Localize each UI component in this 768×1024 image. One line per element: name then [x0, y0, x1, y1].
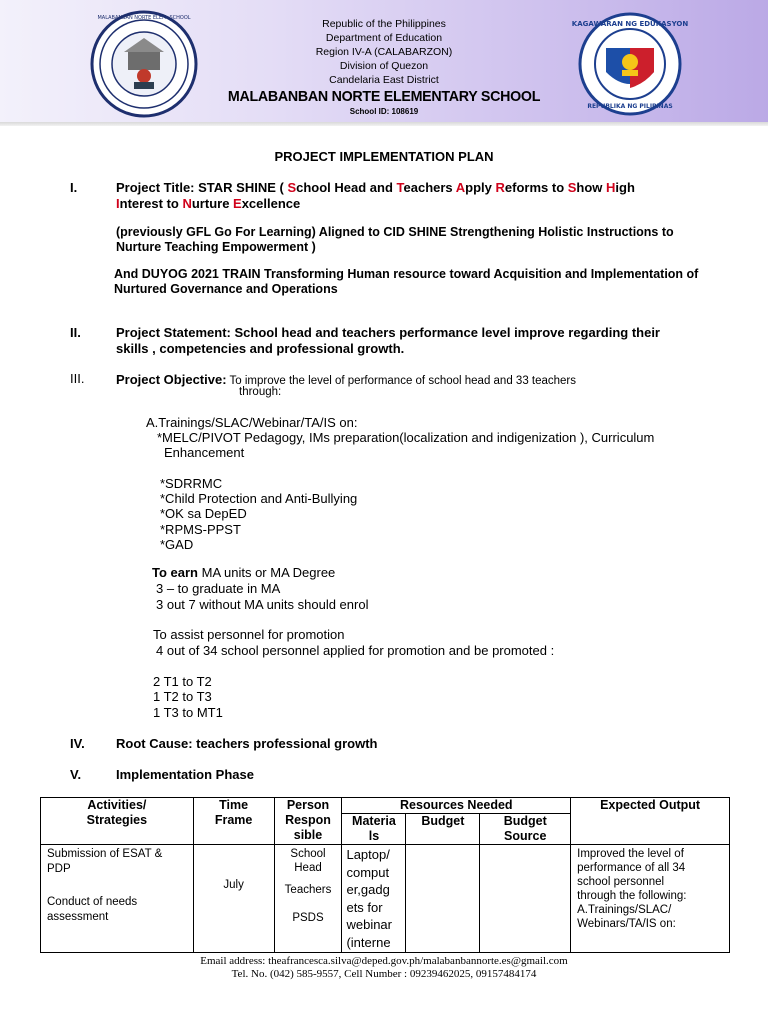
title-fragment: pply — [465, 180, 496, 195]
cell-line: PDP — [47, 863, 71, 875]
cell-expected-output — [571, 845, 730, 953]
header-expected-output: Expected Output — [571, 798, 730, 845]
cell-person — [274, 845, 342, 953]
title-fragment: eforms to — [504, 180, 568, 195]
cell-line: Submission of ESAT & — [47, 848, 163, 860]
seal-left-text: MALABANBAN NORTE ELEM. SCHOOL — [97, 15, 191, 21]
training-item: *OK sa DepED — [160, 506, 247, 521]
header-text: Time — [219, 798, 249, 812]
title-fragment: chool Head and — [296, 180, 397, 195]
project-title-note-line-2: Nurture Teaching Empowerment ) — [116, 240, 316, 254]
objective-label: Project Objective: — [116, 372, 227, 387]
section-1-number: I. — [70, 180, 78, 195]
earn-text: MA units or MA Degree — [198, 565, 336, 580]
earn-item: 3 – to graduate in MA — [156, 581, 281, 596]
header-text: sible — [293, 828, 323, 842]
title-fragment: urture — [191, 196, 234, 211]
cell-line: through the following: — [577, 890, 687, 902]
objective-text: To improve the level of performance of school head and 33 teachers — [226, 375, 577, 387]
title-fragment: nterest to — [119, 196, 183, 211]
header-time-frame — [193, 798, 274, 845]
project-statement-line-1: Project Statement: School head and teachers performance level improve regarding their — [116, 325, 660, 340]
project-objective-line-2: through: — [239, 386, 282, 398]
header-text: Materia — [352, 814, 396, 828]
project-title-note-line-1: (previously GFL Go For Learning) Aligned to CID SHINE Strengthening Holistic Instructions to — [116, 225, 674, 239]
cell-materials — [342, 845, 406, 953]
implementation-phase-heading: Implementation Phase — [116, 767, 254, 782]
header-line-4: Division of Quezon — [339, 60, 429, 72]
section-3-number: III. — [70, 371, 85, 386]
cell-spacer — [275, 875, 342, 883]
document-title: PROJECT IMPLEMENTATION PLAN — [274, 149, 494, 164]
cell-spacer — [275, 897, 342, 911]
cell-line: comput — [346, 864, 390, 880]
project-objective-line-1 — [116, 371, 576, 389]
seal-right-bottom-text: REPUBLIKA NG PILIPINAS — [587, 103, 673, 110]
header-text: Budget — [503, 814, 547, 828]
cell-line: PSDS — [292, 912, 324, 924]
seal-right-top-text: KAGAWARAN NG EDUKASYON — [571, 20, 689, 28]
root-cause: Root Cause: teachers professional growth — [116, 736, 378, 751]
cell-budget-source — [480, 845, 571, 953]
project-title-line-2 — [116, 196, 300, 211]
header-resources-needed: Resources Needed — [342, 798, 571, 814]
cell-activities — [41, 845, 194, 953]
acronym-letter: T — [396, 180, 404, 195]
cell-line: Laptop/ — [346, 847, 390, 862]
cell-line: Head — [294, 862, 322, 874]
earn-item: 3 out 7 without MA units should enrol — [156, 597, 369, 612]
implementation-table — [40, 797, 730, 953]
header-line-1: Republic of the Philippines — [322, 18, 446, 30]
promotion-item: 2 T1 to T2 — [153, 674, 212, 689]
trainings-heading: A.Trainings/SLAC/Webinar/TA/IS on: — [146, 415, 358, 430]
cell-line: ets for — [346, 899, 383, 915]
school-name: MALABANBAN NORTE ELEMENTARY SCHOOL — [227, 88, 541, 105]
title-fragment: xcellence — [241, 196, 301, 211]
acronym-letter: A — [455, 180, 466, 195]
header-text: Person — [286, 798, 330, 812]
duyog-line-2: Nurtured Governance and Operations — [114, 282, 338, 296]
footer-email: Email address: theafrancesca.silva@deped.gov.ph/malabanbannorte.es@gmail.com — [200, 955, 568, 967]
header-text: Source — [504, 829, 547, 843]
acronym-letter: I — [116, 196, 120, 211]
cell-line: performance of all 34 — [577, 862, 686, 874]
project-title-line-1 — [116, 180, 635, 195]
acronym-letter: S — [567, 180, 577, 195]
title-fragment: Project Title: STAR SHINE ( — [116, 180, 288, 195]
training-item: *GAD — [160, 537, 194, 552]
acronym-letter: E — [233, 196, 242, 211]
cell-time-frame: July — [193, 845, 274, 953]
cell-spacer — [47, 877, 187, 892]
cell-line: (interne — [346, 934, 391, 950]
header-text: Strategies — [86, 813, 148, 827]
project-statement-line-2: skills , competencies and professional growth. — [116, 341, 405, 356]
footer-telephone: Tel. No. (042) 585-9557, Cell Number : 09239462025, 09157484174 — [231, 968, 537, 980]
cell-line: School — [290, 848, 326, 860]
cell-line: er,gadg — [346, 882, 390, 897]
header-text: Respon — [285, 813, 331, 827]
acronym-letter: N — [182, 196, 192, 211]
header-person-responsible — [274, 798, 342, 845]
header-text: Frame — [214, 813, 253, 827]
acronym-letter: R — [495, 180, 505, 195]
section-4-number: IV. — [70, 736, 85, 751]
cell-line: webinar — [346, 917, 392, 932]
header-budget-source — [480, 814, 571, 845]
duyog-line-1: And DUYOG 2021 TRAIN Transforming Human resource toward Acquisition and Implementation of — [114, 267, 699, 281]
title-fragment: eachers — [403, 180, 456, 195]
letterhead-divider — [0, 122, 768, 126]
table-row — [41, 845, 730, 953]
section-2-number: II. — [70, 325, 81, 340]
section-5-number: V. — [70, 767, 82, 782]
cell-budget — [406, 845, 480, 953]
earn-heading — [152, 565, 335, 580]
promotion-item: 1 T2 to T3 — [153, 689, 212, 704]
cell-line: Teachers — [284, 884, 332, 896]
training-item-melc: *MELC/PIVOT Pedagogy, IMs preparation(localization and indigenization ), Curriculum — [157, 430, 655, 445]
header-materials — [342, 814, 406, 845]
promotion-item: 1 T3 to MT1 — [153, 705, 223, 720]
training-item-melc-cont: Enhancement — [164, 445, 245, 460]
title-fragment: igh — [615, 180, 635, 195]
title-fragment: how — [576, 180, 607, 195]
training-item: *SDRRMC — [160, 476, 223, 491]
acronym-letter: S — [287, 180, 297, 195]
header-text: Activities/ — [87, 798, 147, 812]
acronym-letter: H — [606, 180, 616, 195]
header-text: ls — [368, 829, 380, 843]
training-item: *Child Protection and Anti-Bullying — [160, 491, 358, 506]
header-line-3: Region IV-A (CALABARZON) — [315, 46, 453, 58]
school-id: School ID: 108619 — [349, 107, 419, 116]
cell-line: Conduct of needs — [47, 896, 138, 908]
assist-text: 4 out of 34 school personnel applied for promotion and be promoted : — [156, 643, 555, 658]
header-budget: Budget — [406, 814, 480, 845]
cell-line: Improved the level of — [577, 848, 684, 860]
training-item: *RPMS-PPST — [160, 522, 241, 537]
cell-line: assessment — [47, 911, 109, 923]
header-activities — [41, 798, 194, 845]
earn-label: To earn — [152, 565, 198, 580]
cell-line: Webinars/TA/IS on: — [577, 918, 676, 930]
header-line-2: Department of Education — [325, 32, 443, 44]
cell-line: school personnel — [577, 876, 665, 888]
header-line-5: Candelaria East District — [329, 74, 439, 86]
cell-line: A.Trainings/SLAC/ — [577, 904, 672, 916]
assist-heading: To assist personnel for promotion — [153, 627, 345, 642]
